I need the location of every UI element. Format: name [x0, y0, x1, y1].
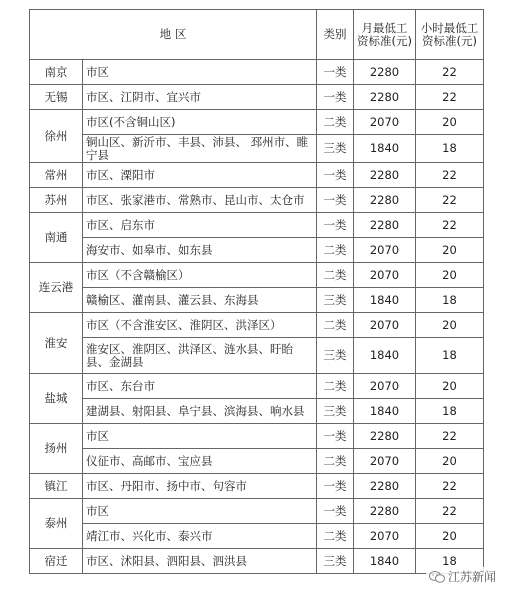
area-cell: 市区(不含铜山区)	[83, 110, 317, 135]
table-row	[30, 374, 484, 399]
monthly-cell: 2280	[354, 424, 416, 449]
area-cell: 赣榆区、灌南县、灌云县、东海县	[83, 288, 317, 313]
area-cell: 市区、启东市	[83, 213, 317, 238]
table-row	[30, 399, 484, 424]
monthly-cell: 2070	[354, 263, 416, 288]
area-cell: 市区（不含淮安区、淮阴区、洪泽区）	[83, 313, 317, 338]
city-cell: 常州	[30, 163, 83, 188]
area-cell: 海安市、如皋市、如东县	[83, 238, 317, 263]
table-row	[30, 313, 484, 338]
hourly-cell: 20	[416, 238, 484, 263]
hourly-cell: 18	[416, 338, 484, 374]
table-row	[30, 135, 484, 163]
monthly-cell: 2070	[354, 238, 416, 263]
table-row	[30, 263, 484, 288]
category-cell: 三类	[317, 338, 354, 374]
area-cell: 市区、溧阳市	[83, 163, 317, 188]
monthly-cell: 2070	[354, 374, 416, 399]
monthly-cell: 1840	[354, 338, 416, 374]
header-monthly: 月最低工资标准(元)	[354, 10, 416, 60]
hourly-cell: 20	[416, 449, 484, 474]
table-row	[30, 213, 484, 238]
header-row	[30, 10, 484, 60]
hourly-cell: 18	[416, 288, 484, 313]
area-cell: 靖江市、兴化市、泰兴市	[83, 524, 317, 549]
monthly-cell: 2280	[354, 499, 416, 524]
monthly-cell: 2280	[354, 60, 416, 85]
monthly-cell: 2280	[354, 188, 416, 213]
city-cell: 南京	[30, 60, 83, 85]
header-area: 地 区	[30, 10, 317, 60]
table-row	[30, 549, 484, 574]
city-cell: 徐州	[30, 110, 83, 163]
table-row	[30, 110, 484, 135]
area-cell: 铜山区、新沂市、丰县、沛县、 邳州市、睢宁县	[83, 135, 317, 163]
category-cell: 二类	[317, 374, 354, 399]
hourly-cell: 18	[416, 549, 484, 574]
table-body	[30, 60, 484, 574]
category-cell: 二类	[317, 238, 354, 263]
hourly-cell: 22	[416, 213, 484, 238]
monthly-cell: 2070	[354, 110, 416, 135]
category-cell: 一类	[317, 60, 354, 85]
table-row	[30, 60, 484, 85]
table-row	[30, 85, 484, 110]
hourly-cell: 22	[416, 163, 484, 188]
monthly-cell: 2280	[354, 163, 416, 188]
area-cell: 市区、沭阳县、泗阳县、泗洪县	[83, 549, 317, 574]
monthly-cell: 1840	[354, 549, 416, 574]
category-cell: 一类	[317, 85, 354, 110]
area-cell: 淮安区、淮阴区、洪泽区、涟水县、盱眙县、金湖县	[83, 338, 317, 374]
area-cell: 市区	[83, 424, 317, 449]
category-cell: 一类	[317, 188, 354, 213]
area-cell: 市区、东台市	[83, 374, 317, 399]
city-cell: 无锡	[30, 85, 83, 110]
table-row	[30, 449, 484, 474]
city-cell: 宿迁	[30, 549, 83, 574]
city-cell: 扬州	[30, 424, 83, 474]
watermark-text: 江苏新闻	[447, 570, 496, 584]
city-cell: 苏州	[30, 188, 83, 213]
minimum-wage-table	[29, 9, 484, 574]
hourly-cell: 22	[416, 60, 484, 85]
category-cell: 一类	[317, 424, 354, 449]
area-cell: 市区、江阴市、宜兴市	[83, 85, 317, 110]
monthly-cell: 2280	[354, 213, 416, 238]
category-cell: 三类	[317, 288, 354, 313]
category-cell: 一类	[317, 213, 354, 238]
area-cell: 市区	[83, 499, 317, 524]
table-row	[30, 499, 484, 524]
monthly-cell: 2070	[354, 524, 416, 549]
watermark	[426, 567, 499, 586]
hourly-cell: 22	[416, 424, 484, 449]
category-cell: 三类	[317, 135, 354, 163]
table-row	[30, 238, 484, 263]
hourly-cell: 18	[416, 135, 484, 163]
category-cell: 一类	[317, 163, 354, 188]
hourly-cell: 20	[416, 524, 484, 549]
hourly-cell: 20	[416, 313, 484, 338]
monthly-cell: 2070	[354, 313, 416, 338]
category-cell: 二类	[317, 263, 354, 288]
city-cell: 南通	[30, 213, 83, 263]
city-cell: 盐城	[30, 374, 83, 424]
city-cell: 镇江	[30, 474, 83, 499]
table-row	[30, 163, 484, 188]
monthly-cell: 1840	[354, 135, 416, 163]
area-cell: 市区、张家港市、常熟市、昆山市、太仓市	[83, 188, 317, 213]
hourly-cell: 20	[416, 110, 484, 135]
header-category: 类别	[317, 10, 354, 60]
category-cell: 一类	[317, 474, 354, 499]
category-cell: 二类	[317, 110, 354, 135]
hourly-cell: 20	[416, 263, 484, 288]
monthly-cell: 2280	[354, 85, 416, 110]
table-row	[30, 288, 484, 313]
monthly-cell: 2070	[354, 449, 416, 474]
category-cell: 一类	[317, 499, 354, 524]
hourly-cell: 22	[416, 188, 484, 213]
table-row	[30, 338, 484, 374]
hourly-cell: 22	[416, 499, 484, 524]
table-row	[30, 424, 484, 449]
city-cell: 淮安	[30, 313, 83, 374]
table-row	[30, 524, 484, 549]
monthly-cell: 1840	[354, 399, 416, 424]
table-row	[30, 188, 484, 213]
category-cell: 二类	[317, 449, 354, 474]
city-cell: 连云港	[30, 263, 83, 313]
monthly-cell: 1840	[354, 288, 416, 313]
area-cell: 市区（不含赣榆区）	[83, 263, 317, 288]
category-cell: 二类	[317, 313, 354, 338]
monthly-cell: 2280	[354, 474, 416, 499]
area-cell: 市区、丹阳市、扬中市、句容市	[83, 474, 317, 499]
hourly-cell: 18	[416, 399, 484, 424]
category-cell: 二类	[317, 524, 354, 549]
city-cell: 泰州	[30, 499, 83, 549]
category-cell: 三类	[317, 549, 354, 574]
category-cell: 三类	[317, 399, 354, 424]
area-cell: 市区	[83, 60, 317, 85]
area-cell: 建湖县、射阳县、阜宁县、滨海县、响水县	[83, 399, 317, 424]
hourly-cell: 22	[416, 474, 484, 499]
hourly-cell: 22	[416, 85, 484, 110]
header-hourly: 小时最低工资标准(元)	[416, 10, 484, 60]
wechat-icon	[429, 571, 445, 583]
table-row	[30, 474, 484, 499]
hourly-cell: 20	[416, 374, 484, 399]
area-cell: 仪征市、高邮市、宝应县	[83, 449, 317, 474]
